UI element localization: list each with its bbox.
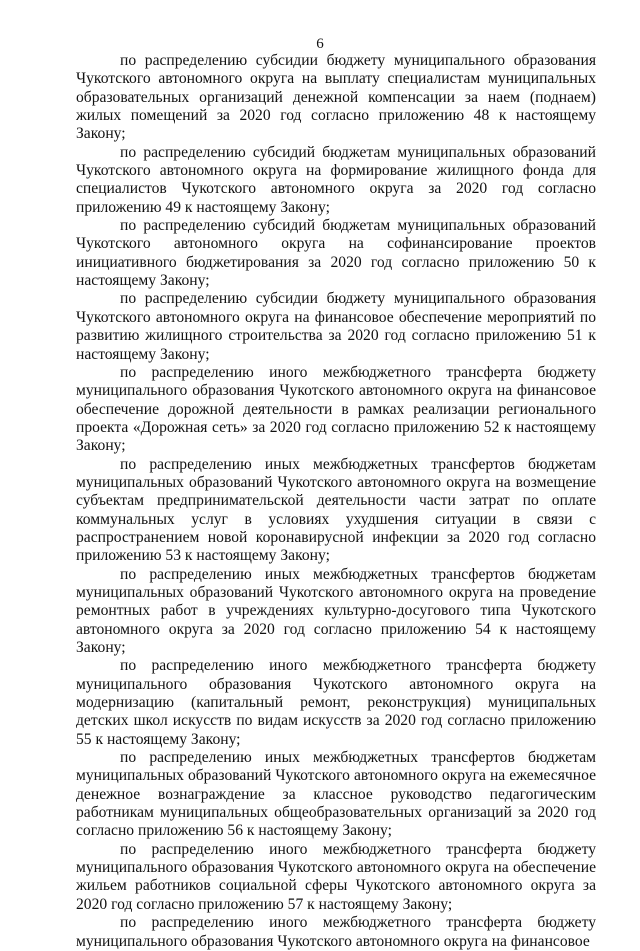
- paragraph: по распределению субсидии бюджету муниципального образования Чукотского автономного округа на выплату специалистам муниципальных образовательных организаций денежной компенсации за наем (поднаем) жилых помещений за 2020 год согласно приложению 48 к настоящему Закону;: [76, 52, 596, 143]
- paragraph: по распределению иного межбюджетного трансферта бюджету муниципального образования Чукотского автономного округа на модернизацию (капитальный ремонт, реконструкция) муниципальных детских школ искусств по видам искусств за 2020 год согласно приложению 55 к настоящему Закону;: [76, 657, 596, 748]
- paragraph: по распределению иных межбюджетных трансфертов бюджетам муниципальных образований Чукотского автономного округа на возмещение субъектам предпринимательской деятельности части затрат по оплате коммунальных услуг в условиях ухудшения ситуации в связи с распространением новой коронавирусной инфекции за 2020 год согласно приложению 53 к настоящему Закону;: [76, 455, 596, 565]
- paragraph: по распределению иных межбюджетных трансфертов бюджетам муниципальных образований Чукотского автономного округа на проведение ремонтных работ в учреждениях культурно-досугового типа Чукотского автономного округа за 2020 год согласно приложению 54 к настоящему Закону;: [76, 565, 596, 656]
- paragraph: по распределению иного межбюджетного трансферта бюджету муниципального образования Чукотского автономного округа на финансовое: [76, 914, 596, 950]
- paragraph: по распределению иного межбюджетного трансферта бюджету муниципального образования Чукотского автономного округа на обеспечение жильем работников социальной сферы Чукотского автономного округа за 2020 год согласно приложению 57 к настоящему Закону;: [76, 840, 596, 913]
- paragraph: по распределению иных межбюджетных трансфертов бюджетам муниципальных образований Чукотского автономного округа на ежемесячное денежное вознаграждение за классное руководство педагогическим работникам муниципальных общеобразовательных организаций за 2020 год согласно приложению 56 к настоящему Закону;: [76, 749, 596, 840]
- paragraph: по распределению субсидий бюджетам муниципальных образований Чукотского автономного округа на софинансирование проектов инициативного бюджетирования за 2020 год согласно приложению 50 к настоящему Закону;: [76, 217, 596, 290]
- paragraph: по распределению субсидий бюджетам муниципальных образований Чукотского автономного округа на формирование жилищного фонда для специалистов Чукотского автономного округа за 2020 год согласно приложению 49 к настоящему Закону;: [76, 143, 596, 216]
- paragraph: по распределению иного межбюджетного трансферта бюджету муниципального образования Чукотского автономного округа на финансовое обеспечение дорожной деятельности в рамках реализации регионального проекта «Дорожная сеть» за 2020 год согласно приложению 52 к настоящему Закону;: [76, 363, 596, 455]
- document-body: [76, 52, 596, 951]
- paragraph: по распределению субсидии бюджету муниципального образования Чукотского автономного округа на финансовое обеспечение мероприятий по развитию жилищного строительства за 2020 год согласно приложению 51 к настоящему Закону;: [76, 290, 596, 363]
- page-number: 6: [316, 36, 324, 52]
